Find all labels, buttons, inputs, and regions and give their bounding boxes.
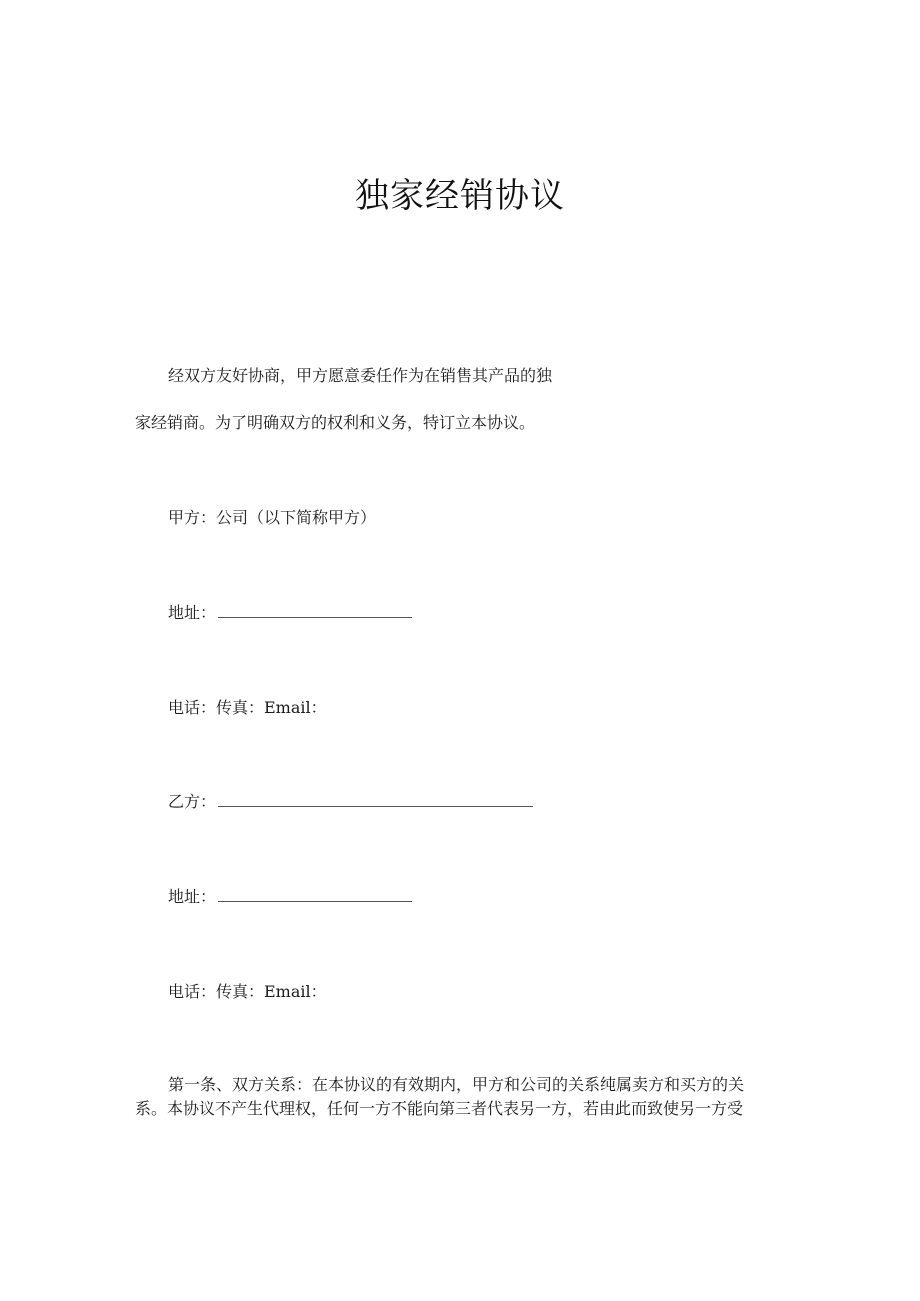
intro-paragraph-line-2: 家经销商。为了明确双方的权利和义务，特订立本协议。 — [135, 413, 536, 432]
party-a-address-blank[interactable] — [218, 603, 412, 618]
intro-paragraph-line-1: 经双方友好协商，甲方愿意委任作为在销售其产品的独 — [168, 366, 553, 385]
party-a-contact-line: 电话：传真：Email： — [168, 698, 327, 717]
party-b-address-line — [168, 886, 412, 908]
party-a-line: 甲方：公司（以下简称甲方） — [168, 508, 377, 527]
party-b-address-label: 地址： — [168, 887, 217, 906]
party-b-line — [168, 791, 533, 813]
party-a-address-label: 地址： — [168, 603, 217, 622]
document-title: 独家经销协议 — [355, 176, 565, 216]
party-b-address-blank[interactable] — [218, 887, 412, 902]
article-1-line-1: 第一条、双方关系：在本协议的有效期内，甲方和公司的关系纯属卖方和买方的关 — [168, 1075, 745, 1094]
party-b-name-blank[interactable] — [218, 792, 533, 807]
party-b-label: 乙方： — [168, 792, 217, 811]
party-b-contact-line: 电话：传真：Email： — [168, 982, 327, 1001]
party-a-address-line — [168, 602, 412, 624]
article-1-line-2: 系。本协议不产生代理权，任何一方不能向第三者代表另一方，若由此而致使另一方受 — [135, 1099, 744, 1118]
